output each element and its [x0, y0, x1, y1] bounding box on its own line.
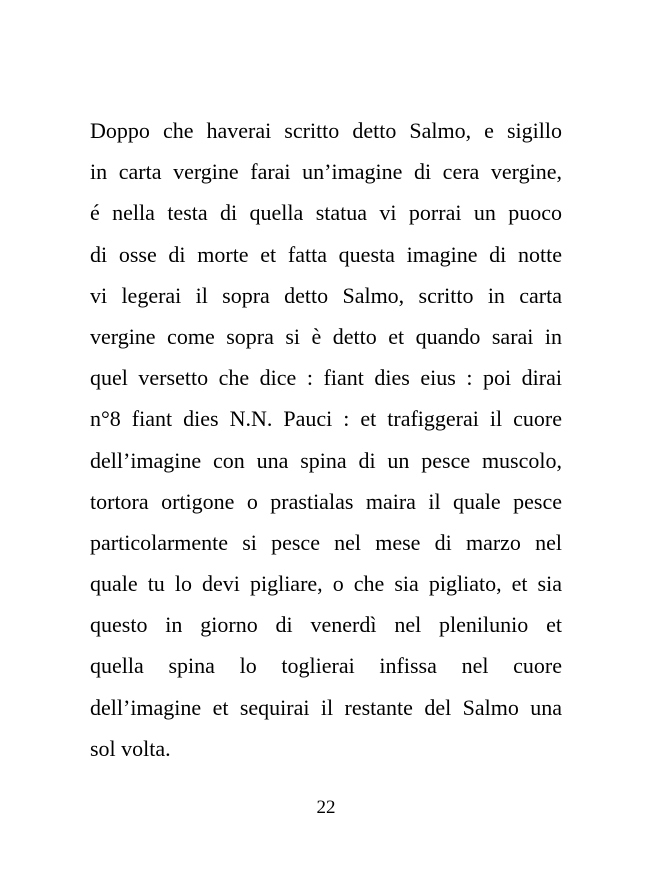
- text-line: tortora ortigone o prastialas maira il quale pesce: [90, 488, 562, 514]
- text-line: n°8 fiant dies N.N. Pauci : et trafiggerai il cuore: [90, 406, 562, 432]
- text-line: vi legerai il sopra detto Salmo, scritto in carta: [90, 282, 562, 308]
- text-line: quale tu lo devi pigliare, o che sia pigliato, et sia: [90, 571, 562, 597]
- text-line: questo in giorno di venerdì nel plenilunio et: [90, 612, 562, 638]
- page-number: 22: [316, 797, 336, 818]
- text-line: sol volta.: [90, 735, 171, 761]
- text-line: di osse di morte et fatta questa imagine di notte: [90, 241, 562, 267]
- text-line: in carta vergine farai un’imagine di cera vergine,: [90, 159, 562, 185]
- body-paragraph: [90, 110, 562, 769]
- text-line: é nella testa di quella statua vi porrai un puoco: [90, 200, 562, 226]
- text-line: dell’imagine et sequirai il restante del Salmo una: [90, 694, 562, 720]
- text-line: particolarmente si pesce nel mese di marzo nel: [90, 529, 562, 555]
- text-line: dell’imagine con una spina di un pesce muscolo,: [90, 447, 562, 473]
- text-line: vergine come sopra si è detto et quando sarai in: [90, 323, 562, 349]
- text-line: quella spina lo toglierai infissa nel cuore: [90, 653, 562, 679]
- text-line: Doppo che haverai scritto detto Salmo, e sigillo: [90, 118, 562, 143]
- text-line: quel versetto che dice : fiant dies eius : poi dirai: [90, 365, 562, 391]
